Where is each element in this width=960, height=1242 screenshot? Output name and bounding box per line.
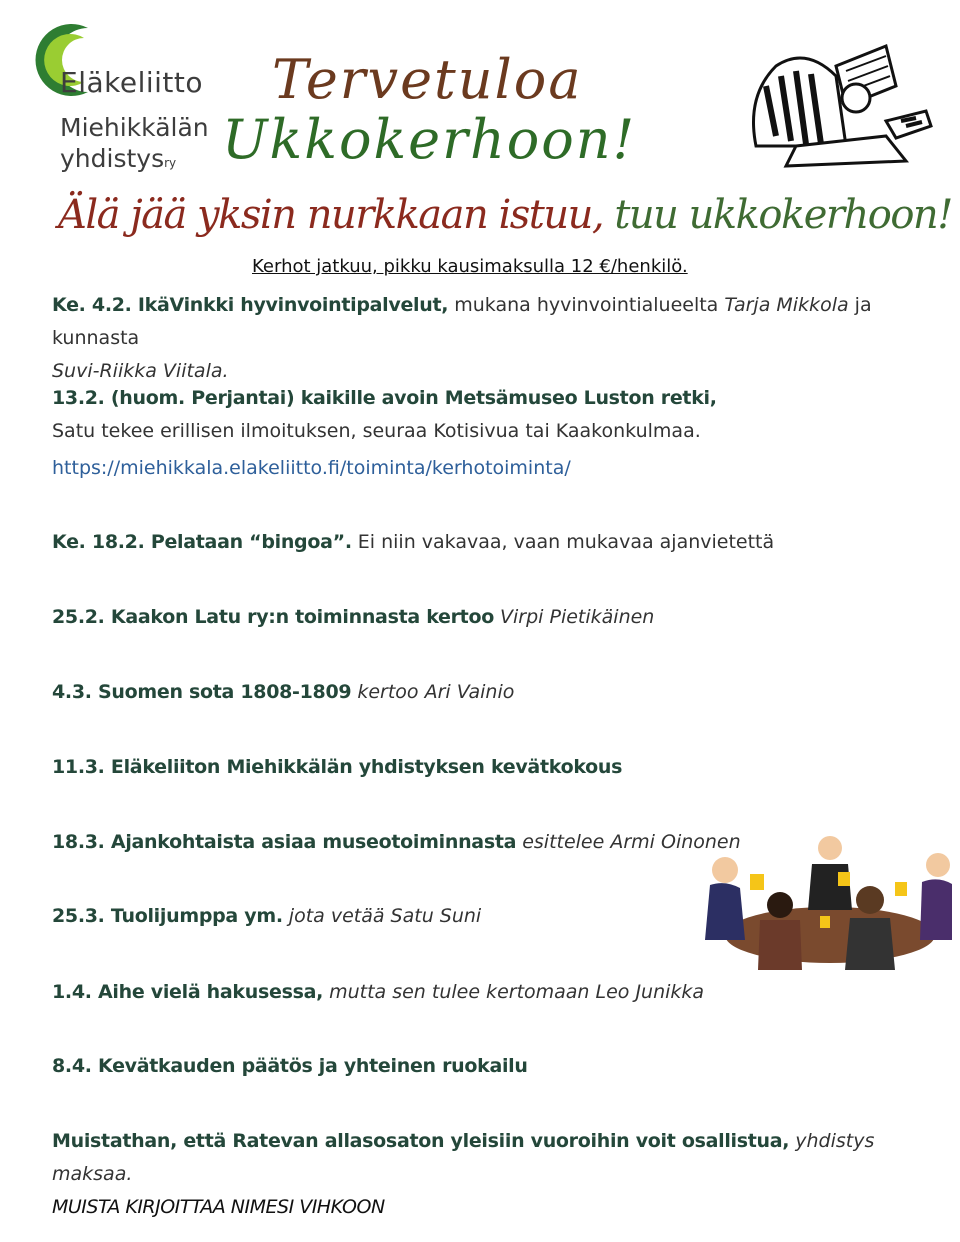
list-item — [52, 751, 932, 784]
list-item — [52, 289, 932, 388]
logo-name: Eläkeliitto — [60, 66, 203, 99]
item-title: 25.2. Kaakon Latu ry:n toiminnasta kertoo — [52, 606, 494, 628]
list-item — [52, 601, 932, 634]
item-text-2: ja kunnasta — [52, 294, 872, 349]
slogan-part1: Älä jää yksin nurkkaan istuu, — [58, 192, 604, 238]
item-title: Muistathan, että Ratevan allasosaton yleisiin vuoroihin voit osallistua, — [52, 1130, 790, 1152]
item-title: Ke. 4.2. IkäVinkki hyvinvointipalvelut, — [52, 294, 449, 316]
logo — [26, 20, 226, 173]
item-person: esittelee Armi Oinonen — [516, 831, 741, 853]
slogan-part2: tuu ukkokerhoon! — [603, 192, 952, 238]
logo-line2-text: yhdistys — [60, 144, 165, 173]
list-item — [52, 526, 932, 559]
people-toasting-icon — [690, 830, 960, 980]
logo-line1: Miehikkälän — [60, 113, 209, 142]
item-text: mukana hyvinvointialueelta — [448, 294, 725, 316]
item-title: 18.3. Ajankohtaista asiaa museotoiminnasta — [52, 831, 517, 853]
slogan — [58, 192, 952, 238]
item-person-2: Suvi-Riikka Viitala. — [52, 360, 229, 382]
item-title: 11.3. Eläkeliiton Miehikkälän yhdistyksen kevätkokous — [52, 756, 623, 778]
logo-line2 — [60, 143, 209, 179]
item-person: mutta sen tulee kertomaan Leo Junikka — [323, 981, 705, 1003]
item-title: 25.3. Tuolijumppa ym. — [52, 905, 283, 927]
item-person: jota vetää Satu Suni — [282, 905, 482, 927]
logo-subtitle — [60, 112, 209, 179]
list-item — [52, 976, 932, 1009]
title-line1: Tervetuloa — [272, 48, 583, 111]
item-title: 13.2. (huom. Perjantai) kaikille avoin Metsämuseo Luston retki, — [52, 387, 717, 409]
item-title: Ke. 18.2. Pelataan “bingoa”. — [52, 531, 352, 553]
item-person: kertoo Ari Vainio — [351, 681, 515, 703]
item-title: 4.3. Suomen sota 1808-1809 — [52, 681, 352, 703]
item-title: 1.4. Aihe vielä hakusessa, — [52, 981, 324, 1003]
website-link[interactable]: https://miehikkala.elakeliitto.fi/toiminta/kerhotoiminta/ — [52, 457, 571, 479]
list-item — [52, 1050, 932, 1083]
logo-suffix: ry — [164, 156, 177, 170]
list-item — [52, 676, 932, 709]
item-text: Ei niin vakavaa, vaan mukavaa ajanvietettä — [351, 531, 775, 553]
reminder-text: MUISTA KIRJOITTAA NIMESI VIHKOON — [52, 1196, 385, 1218]
item-person: Virpi Pietikäinen — [493, 606, 655, 628]
item-text: Satu tekee erillisen ilmoituksen, seuraa Kotisivua tai Kaakonkulmaa. — [52, 420, 701, 442]
man-reading-newspaper-icon — [736, 26, 936, 176]
item-text: yhdistys maksaa. — [52, 1130, 875, 1185]
item-title: 8.4. Kevätkauden päätös ja yhteinen ruokailu — [52, 1055, 528, 1077]
title-line2: Ukkokerhoon! — [222, 108, 637, 171]
list-item — [52, 382, 932, 485]
list-item — [52, 1125, 932, 1224]
fee-note: Kerhot jatkuu, pikku kausimaksulla 12 €/henkilö. — [252, 256, 688, 277]
item-person: Tarja Mikkola — [724, 294, 849, 316]
